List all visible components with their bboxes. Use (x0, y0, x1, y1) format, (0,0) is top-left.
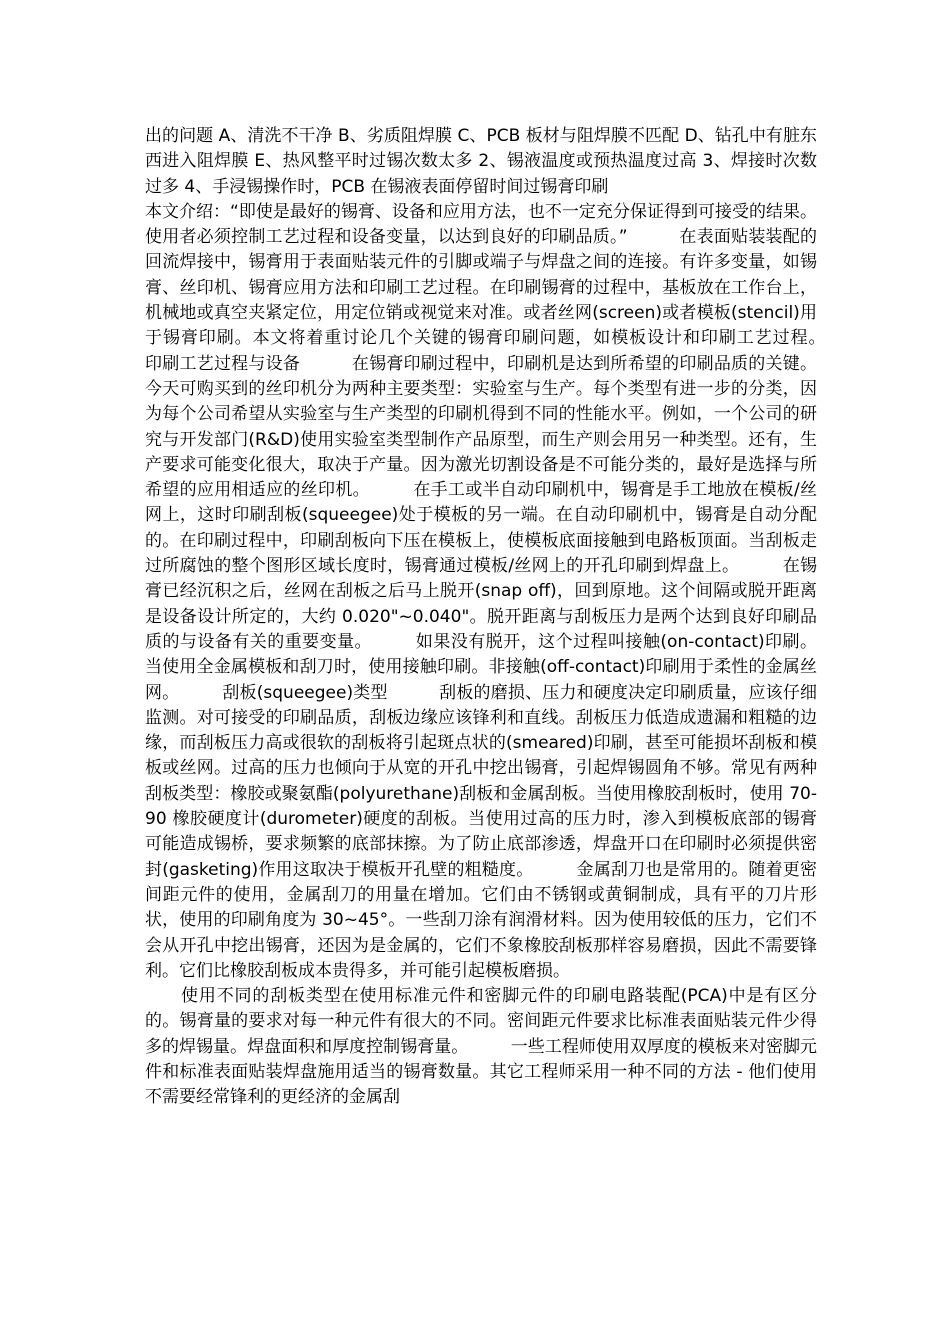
document-body (145, 124, 851, 1111)
paragraph-3: 使用不同的刮板类型在使用标准元件和密脚元件的印刷电路装配(PCA)中是有区分的。锡膏量的要求对每一种元件有很大的不同。密间距元件要求比标准表面贴装元件少得多的焊锡量。焊盘面积和厚度控制锡膏量。 一些工程师使用双厚度的模板来对密脚元件和标准表面贴装焊盘施用适当的锡膏数量。其它工程师采用一种不同的方法 - 他们使用不需要经常锋利的更经济的金属刮 (145, 986, 817, 1108)
paragraph-2: 本文介绍：“即使是最好的锡膏、设备和应用方法，也不一定充分保证得到可接受的结果。使用者必须控制工艺过程和设备变量，以达到良好的印刷品质。” 在表面贴装装配的回流焊接中，锡膏用于表面贴装元件的引脚或端子与焊盘之间的连接。有许多变量，如锡膏、丝印机、锡膏应用方法和印刷工艺过程。在印刷锡膏的过程中，基板放在工作台上，机械地或真空夹紧定位，用定位销或视觉来对准。或者丝网(screen)或者模板(stencil)用于锡膏印刷。本文将着重讨论几个关键的锡膏印刷问题，如模板设计和印刷工艺过程。 印刷工艺过程与设备 在锡膏印刷过程中，印刷机是达到所希望的印刷品质的关键。今天可购买到的丝印机分为两种主要类型：实验室与生产。每个类型有进一步的分类，因为每个公司希望从实验室与生产类型的印刷机得到不同的性能水平。例如，一个公司的研究与开发部门(R&D)使用实验室类型制作产品原型，而生产则会用另一种类型。还有，生产要求可能变化很大，取决于产量。因为激光切割设备是不可能分类的，最好是选择与所希望的应用相适应的丝印机。 在手工或半自动印刷机中，锡膏是手工地放在模板/丝网上，这时印刷刮板(squeegee)处于模板的另一端。在自动印刷机中，锡膏是自动分配的。在印刷过程中，印刷刮板向下压在模板上，使模板底面接触到电路板顶面。当刮板走过所腐蚀的整个图形区域长度时，锡膏通过模板/丝网上的开孔印刷到焊盘上。 在锡膏已经沉积之后，丝网在刮板之后马上脱开(snap off)，回到原地。这个间隔或脱开距离是设备设计所定的，大约 0.020"~0.040"。脱开距离与刮板压力是两个达到良好印刷品质的与设备有关的重要变量。 如果没有脱开，这个过程叫接触(on-contact)印刷。当使用全金属模板和刮刀时，使用接触印刷。非接触(off-contact)印刷用于柔性的金属丝网。 刮板(squeegee)类型 刮板的磨损、压力和硬度决定印刷质量，应该仔细监测。对可接受的印刷品质，刮板边缘应该锋利和直线。刮板压力低造成遗漏和粗糙的边缘，而刮板压力高或很软的刮板将引起斑点状的(smeared)印刷，甚至可能损坏刮板和模板或丝网。过高的压力也倾向于从宽的开孔中挖出锡膏，引起焊锡圆角不够。常见有两种刮板类型：橡胶或聚氨酯(polyurethane)刮板和金属刮板。当使用橡胶刮板时，使用 70-90 橡胶硬度计(durometer)硬度的刮板。当使用过高的压力时，渗入到模板底部的锡膏可能造成锡桥，要求频繁的底部抹擦。为了防止底部渗透，焊盘开口在印刷时必须提供密封(gasketing)作用这取决于模板开孔壁的粗糙度。 金属刮刀也是常用的。随着更密间距元件的使用，金属刮刀的用量在增加。它们由不锈钢或黄铜制成，具有平的刀片形状，使用的印刷角度为 30~45°。一些刮刀涂有润滑材料。因为使用较低的压力，它们不会从开孔中挖出锡膏，还因为是金属的，它们不象橡胶刮板那样容易磨损，因此不需要锋利。它们比橡胶刮板成本贵得多，并可能引起模板磨损。 (145, 201, 851, 981)
paragraph-1: 出的问题 A、清洗不干净 B、劣质阻焊膜 C、PCB 板材与阻焊膜不匹配 D、钻孔中有脏东西进入阻焊膜 E、热风整平时过锡次数太多 2、锡液温度或预热温度过高 3、焊接时次数过多 4、手浸锡操作时，PCB 在锡液表面停留时间过锡膏印刷 (145, 126, 817, 197)
